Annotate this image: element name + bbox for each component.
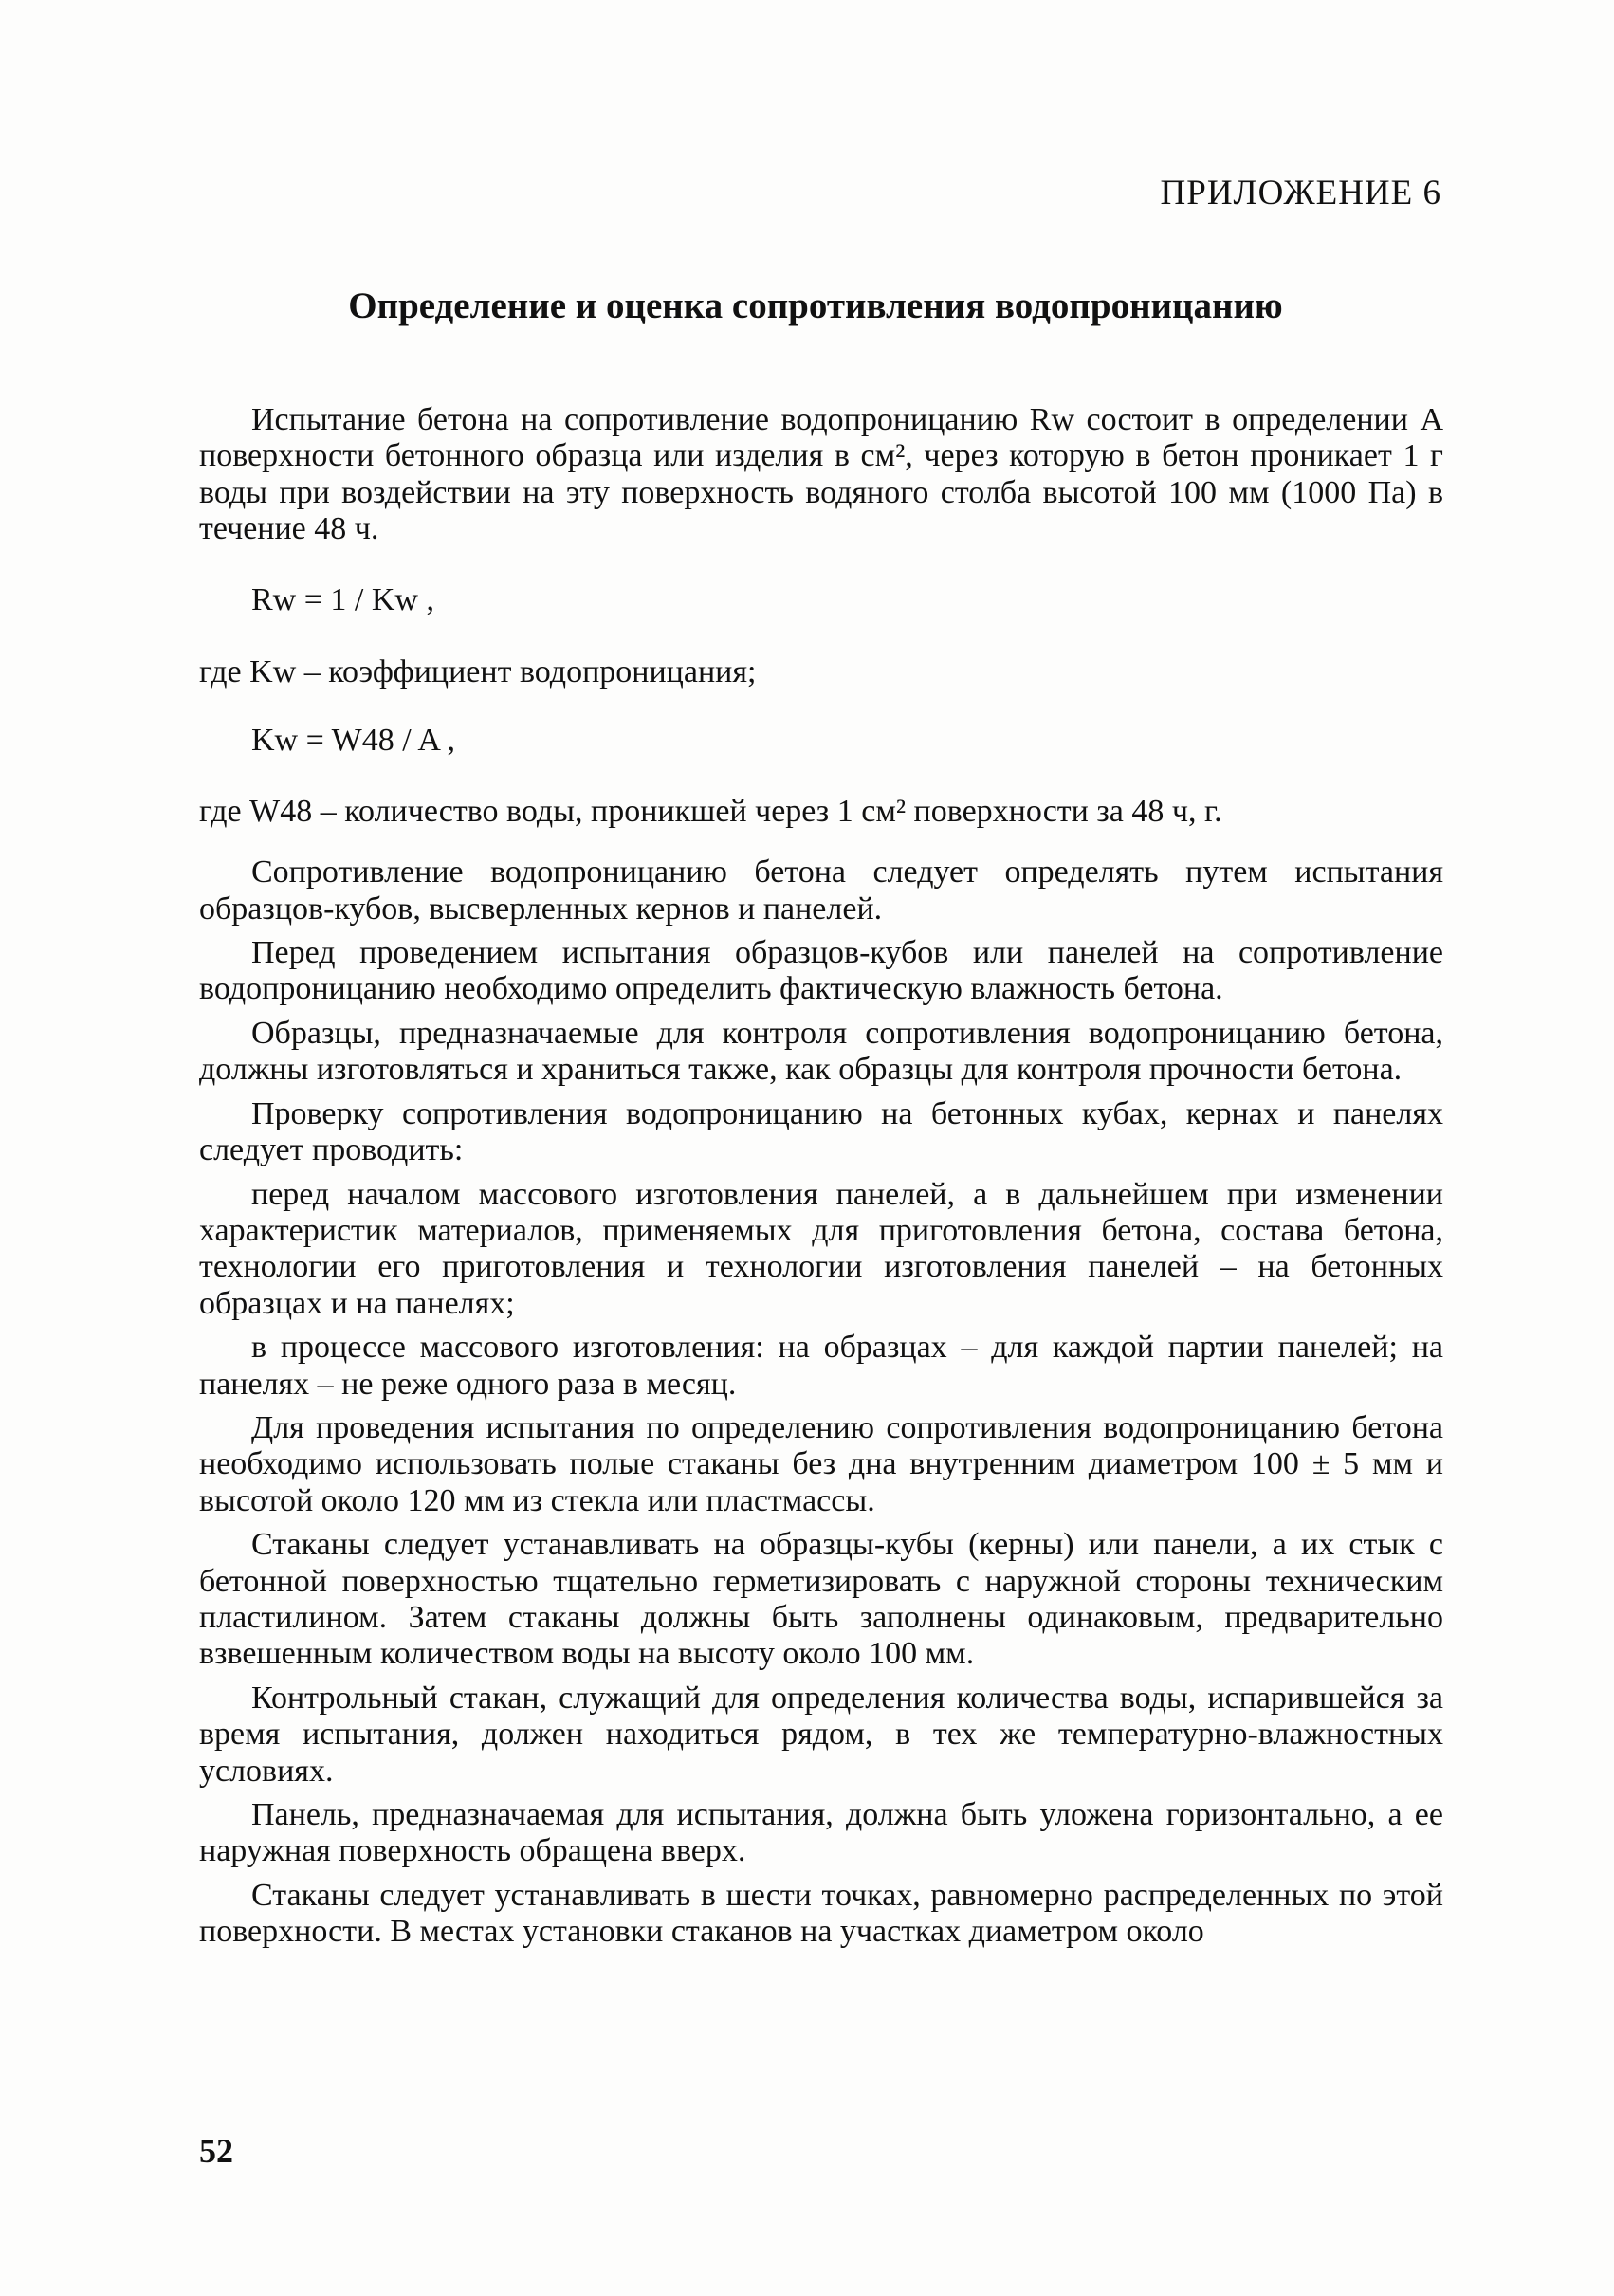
paragraph-test-equipment: Для проведения испытания по определению сопротивления водопроницанию бетона необходимо использовать полые стаканы без дна внутренним диаметром 100 ± 5 мм и высотой около 120 мм из стекла или пластмассы. [199,1409,1443,1518]
appendix-label: ПРИЛОЖЕНИЕ 6 [1160,174,1441,212]
definition-coefficient: где Kw – коэффициент водопроницания; [199,654,757,690]
formula-resistance: Rw = 1 / Kw , [251,581,434,617]
page-title: Определение и оценка сопротивления водопроницанию [348,285,1283,326]
paragraph-test-method: Сопротивление водопроницанию бетона следует определять путем испытания образцов-кубов, высверленных кернов и панелей. [199,854,1443,927]
paragraph-glass-placement: Стаканы следует устанавливать в шести точках, равномерно распределенных по этой поверхности. В местах установки стаканов на участках диаметром около [199,1877,1443,1950]
paragraph-before-production: перед началом массового изготовления панелей, а в дальнейшем при изменении характеристик материалов, применяемых для приготовления бетона, состава бетона, технологии его приготовления и технологии изготовления панелей – на бетонных образцах и на панелях; [199,1176,1443,1321]
paragraph-check-conditions: Проверку сопротивления водопроницанию на бетонных кубах, кернах и панелях следует проводить: [199,1095,1443,1168]
paragraph-panel-position: Панель, предназначаемая для испытания, должна быть уложена горизонтально, а ее наружная поверхность обращена вверх. [199,1797,1443,1869]
page-number: 52 [199,2132,233,2170]
paragraph-installation: Стаканы следует устанавливать на образцы-кубы (керны) или панели, а их стык с бетонной поверхностью тщательно герметизировать с наружной стороны техническим пластилином. Затем стаканы должны быть заполнены одинаковым, предварительно взвешенным количеством воды на высоту около 100 мм. [199,1527,1443,1672]
paragraph-control-glass: Контрольный стакан, служащий для определения количества воды, испарившейся за время испытания, должен находиться рядом, в тех же температурно-влажностных условиях. [199,1680,1443,1789]
definition-water-amount: где W48 – количество воды, проникшей через 1 см² поверхности за 48 ч, г. [199,793,1222,829]
document-body [199,402,1443,1951]
formula-coefficient: Kw = W48 / A , [251,723,456,759]
paragraph-moisture: Перед проведением испытания образцов-кубов или панелей на сопротивление водопроницанию необходимо определить фактическую влажность бетона. [199,935,1443,1007]
paragraph-sample-preparation: Образцы, предназначаемые для контроля сопротивления водопроницанию бетона, должны изготовляться и храниться также, как образцы для контроля прочности бетона. [199,1015,1443,1088]
paragraph-mass-production: в процессе массового изготовления: на образцах – для каждой партии панелей; на панелях – не реже одного раза в месяц. [199,1330,1443,1402]
intro-paragraph: Испытание бетона на сопротивление водопроницанию Rw состоит в определении А поверхности бетонного образца или изделия в см², через которую в бетон проникает 1 г воды при воздействии на эту поверхность водяного столба высотой 100 мм (1000 Па) в течение 48 ч. [199,402,1443,547]
